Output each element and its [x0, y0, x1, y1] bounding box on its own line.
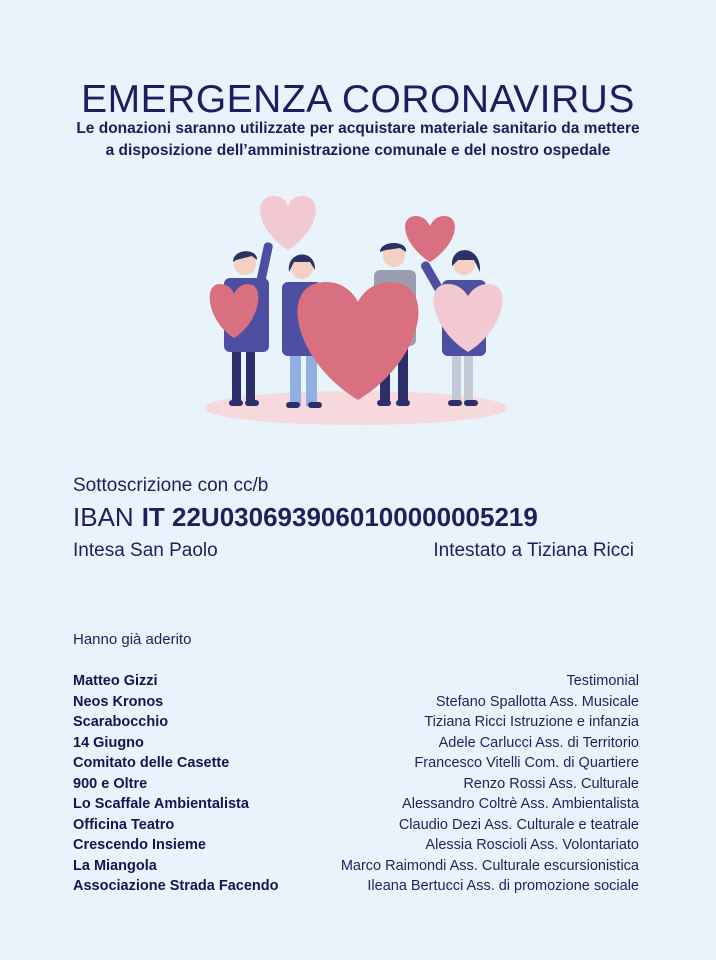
list-item [73, 794, 639, 815]
member-org: 14 Giugno [73, 734, 144, 751]
member-org: Crescendo Insieme [73, 837, 206, 853]
member-org: 900 e Oltre [73, 775, 148, 792]
member-org: Matteo Gizzi [73, 673, 158, 689]
members-list [73, 671, 639, 897]
list-item [73, 753, 639, 774]
list-item [73, 671, 639, 692]
subscription-label: Sottoscrizione con cc/b [73, 475, 269, 496]
page-title: EMERGENZA CORONAVIRUS [81, 78, 635, 122]
member-org: Lo Scaffale Ambientalista [73, 796, 249, 812]
member-ref: Claudio Dezi Ass. Culturale e teatrale [398, 816, 639, 833]
iban-label: IBAN [73, 502, 134, 532]
member-ref: Adele Carlucci Ass. di Territorio [438, 734, 639, 751]
iban-value: IT 22U0306939060100000005219 [141, 502, 538, 532]
member-ref: Alessandro Coltrè Ass. Ambientalista [402, 796, 639, 812]
member-ref: Stefano Spallotta Ass. Musicale [435, 693, 639, 710]
list-item [73, 856, 639, 877]
member-org: Scarabocchio [73, 714, 169, 730]
joined-title: Hanno già aderito [73, 631, 192, 648]
member-ref: Francesco Vitelli Com. di Quartiere [414, 755, 639, 771]
member-org: Officina Teatro [73, 816, 175, 833]
member-ref: Testimonial [566, 673, 639, 689]
member-ref: Renzo Rossi Ass. Culturale [463, 775, 639, 792]
list-item [73, 815, 639, 836]
list-item [73, 712, 639, 733]
list-item [73, 835, 639, 856]
member-org: Neos Kronos [73, 693, 164, 710]
list-item [73, 733, 639, 754]
member-org: Associazione Strada Facendo [73, 878, 279, 894]
subtitle-line-2: a disposizione dell’amministrazione comunale e del nostro ospedale [105, 142, 611, 159]
member-ref: Ileana Bertucci Ass. di promozione sociale [367, 878, 639, 894]
list-item [73, 692, 639, 713]
account-holder: Intestato a Tiziana Ricci [433, 540, 634, 561]
iban-row [73, 502, 538, 533]
people-holding-hearts-illustration [196, 190, 516, 430]
subtitle-line-1: Le donazioni saranno utilizzate per acquistare materiale sanitario da mettere [76, 120, 640, 137]
list-item [73, 876, 639, 897]
member-ref: Alessia Roscioli Ass. Volontariato [425, 837, 639, 853]
heart-light-top-icon [260, 196, 316, 250]
list-item [73, 774, 639, 795]
page-subtitle [40, 118, 676, 162]
bank-name: Intesa San Paolo [73, 540, 218, 561]
member-org: La Miangola [73, 857, 157, 874]
member-ref: Tiziana Ricci Istruzione e infanzia [424, 714, 639, 730]
member-ref: Marco Raimondi Ass. Culturale escursionistica [340, 857, 639, 874]
heart-dark-top-icon [405, 216, 455, 262]
member-org: Comitato delle Casette [73, 755, 230, 771]
